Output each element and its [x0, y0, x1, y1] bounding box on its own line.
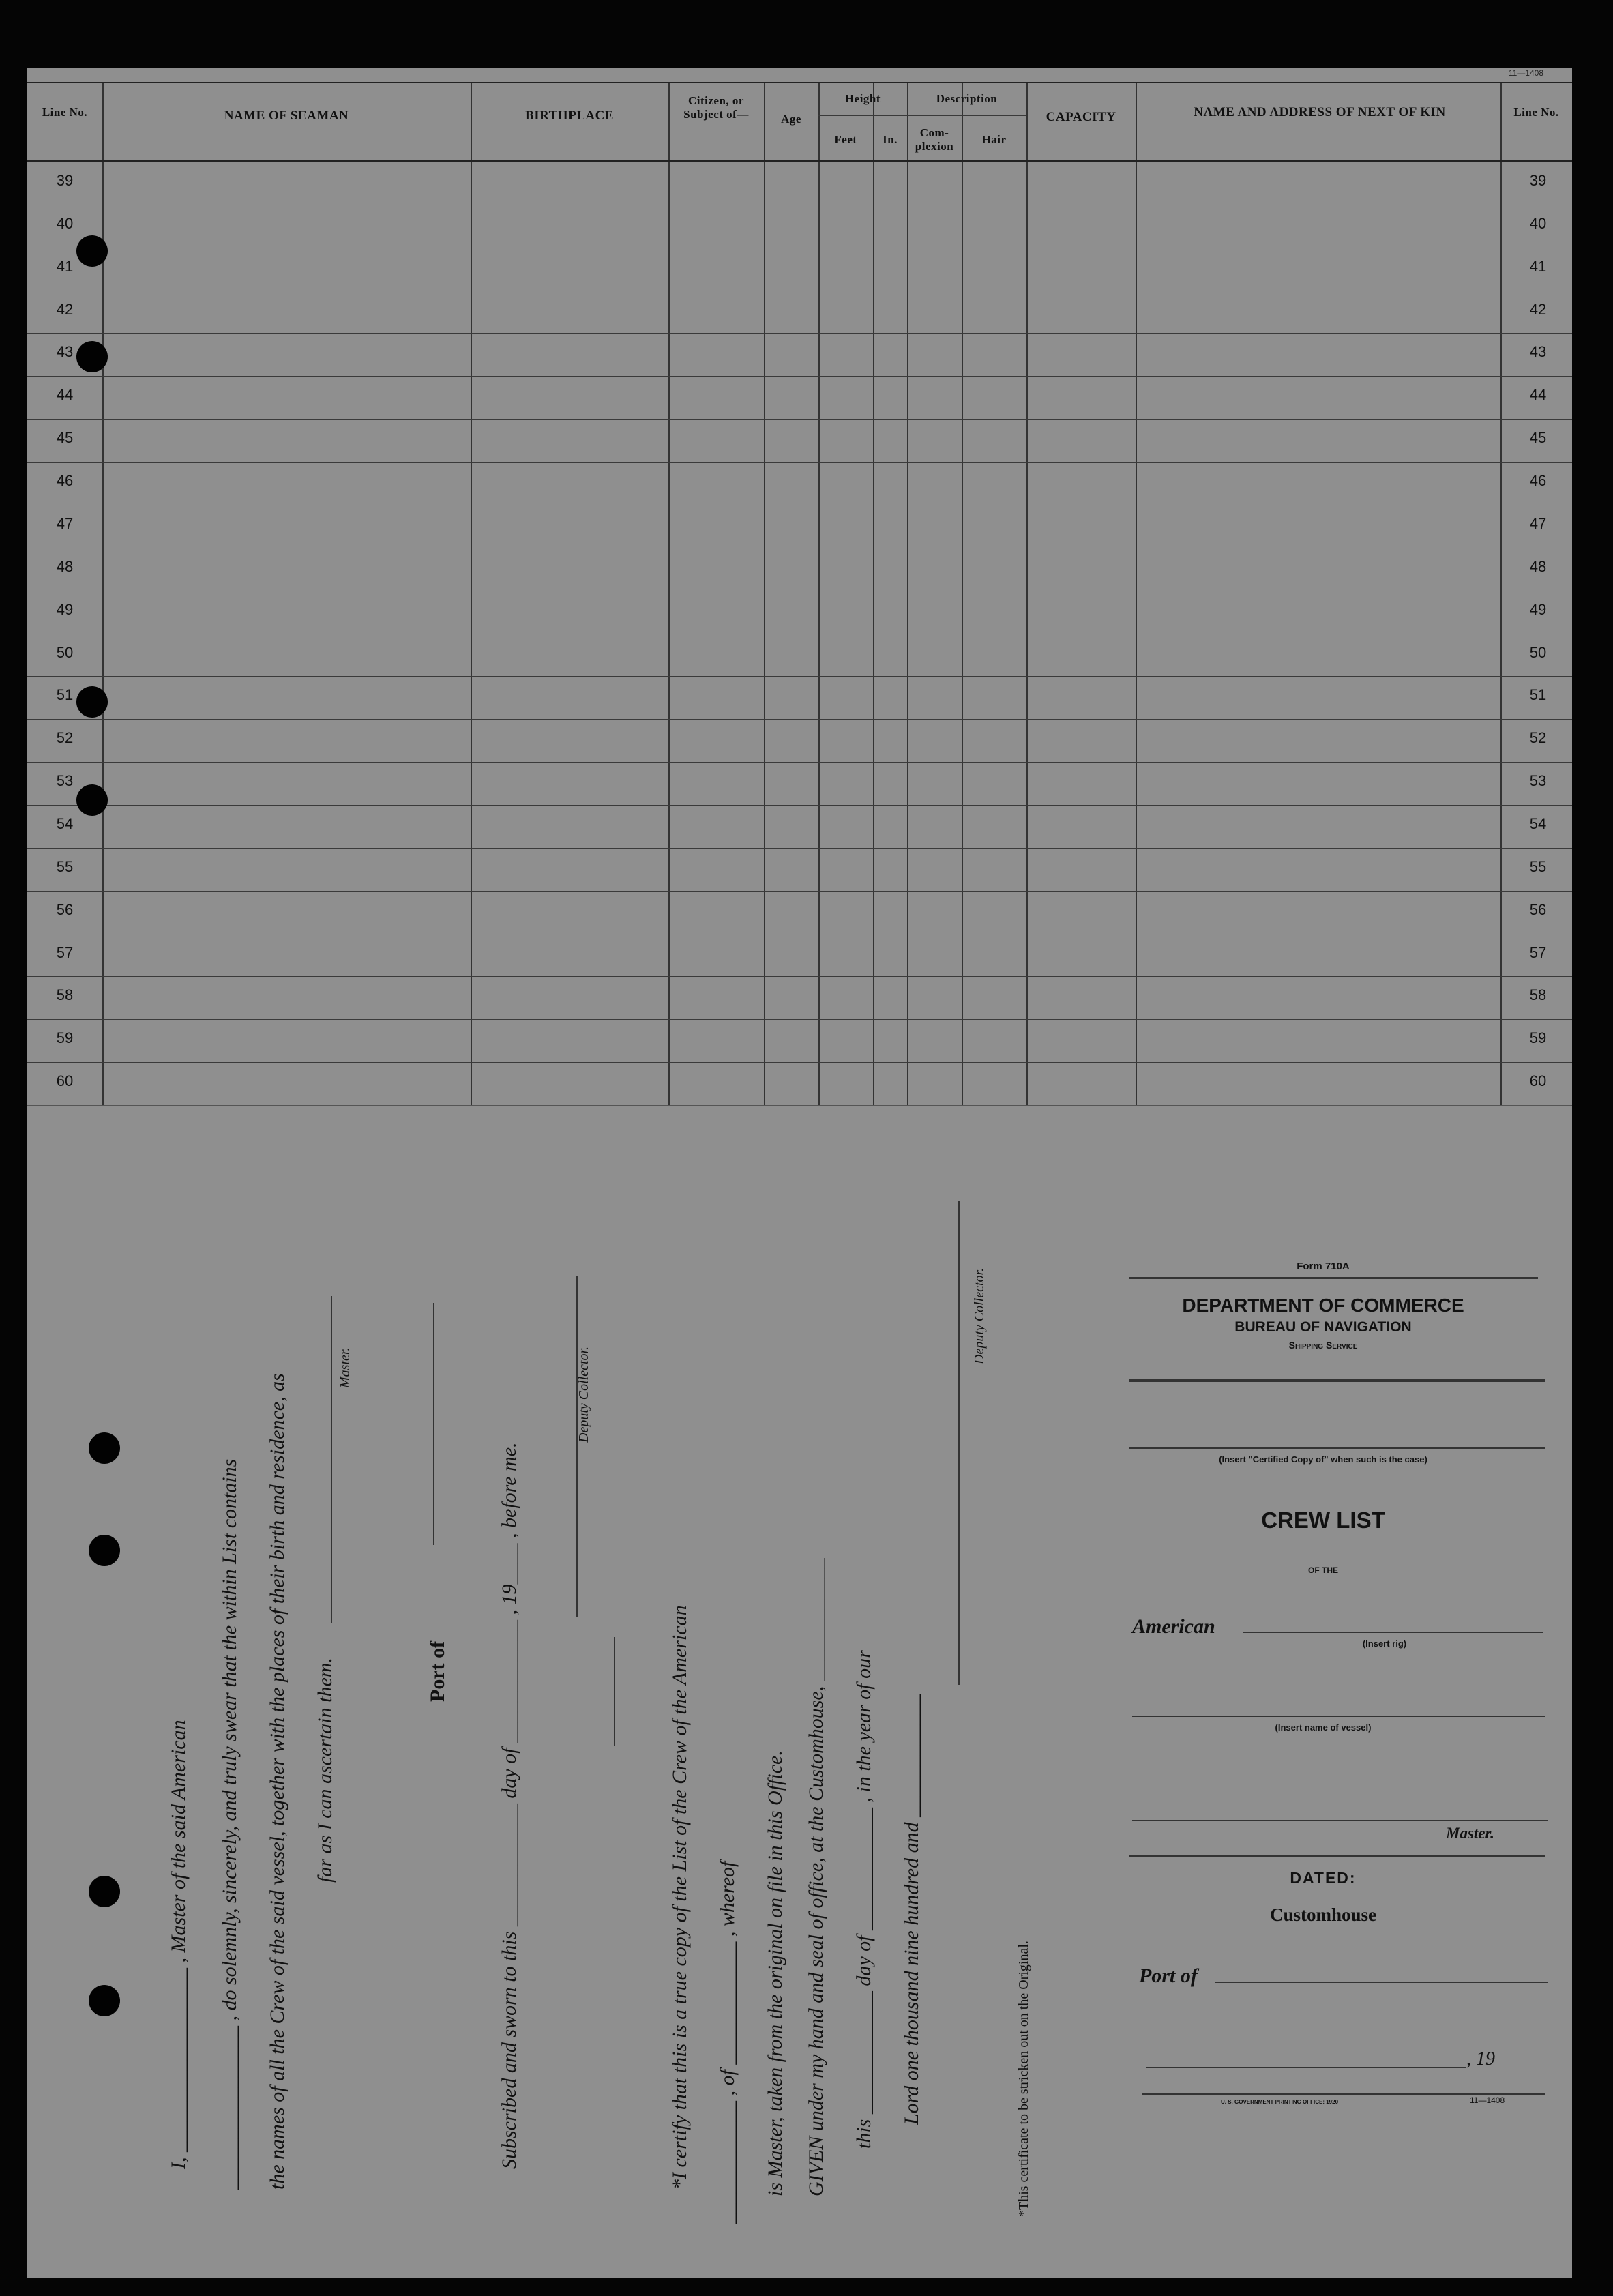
- oath-line-3: the names of all the Crew of the said vessel, together with the places of their birth and residence, as: [266, 1373, 288, 2190]
- row-number-left: 48: [56, 557, 74, 575]
- col-divider: [764, 82, 765, 1105]
- row-line: [27, 548, 1572, 549]
- header-feet: Feet: [834, 133, 857, 146]
- row-number-right: 48: [1529, 557, 1547, 575]
- row-number-left: 57: [56, 943, 74, 961]
- master-signature-line: [331, 1296, 332, 1623]
- header-birthplace: BIRTHPLACE: [525, 108, 614, 123]
- row-number-left: 56: [56, 900, 74, 918]
- row-number-left: 47: [56, 514, 74, 532]
- col-divider: [102, 82, 104, 1105]
- col-divider: [668, 82, 670, 1105]
- subheader-line: [818, 115, 1026, 116]
- row-line: [27, 934, 1572, 935]
- cover-title: CREW LIST: [1261, 1507, 1385, 1533]
- row-line: [27, 676, 1572, 677]
- row-line: [27, 462, 1572, 463]
- col-divider: [1500, 82, 1502, 1105]
- row-number-left: 41: [56, 257, 74, 275]
- rig-line: [1243, 1632, 1543, 1633]
- col-divider: [1136, 82, 1137, 1105]
- header-capacity: CAPACITY: [1046, 110, 1116, 124]
- cover-department: DEPARTMENT OF COMMERCE: [1182, 1295, 1464, 1316]
- subscribed-text: Subscribed and sworn to this ____________ day of ____________ , 19____ , before me.: [498, 1442, 520, 2169]
- port-of-line: [1215, 1982, 1548, 1983]
- cert-line-4: GIVEN under my hand and seal of office, at the Customhouse, ____________: [805, 1558, 827, 2196]
- row-number-right: 55: [1529, 857, 1547, 875]
- cover-year: , 19: [1466, 2048, 1495, 2070]
- row-number-left: 55: [56, 857, 74, 875]
- header-next-of-kin: NAME AND ADDRESS OF NEXT OF KIN: [1194, 105, 1446, 119]
- short-divider: [614, 1637, 615, 1746]
- cover-american: American: [1132, 1615, 1215, 1638]
- row-number-right: 46: [1529, 472, 1547, 490]
- header-line-no-right: Line No.: [1513, 106, 1559, 119]
- cover-insert-rig: (Insert rig): [1362, 1638, 1407, 1649]
- row-number-right: 43: [1529, 343, 1547, 361]
- punch-hole: [89, 1535, 120, 1566]
- header-name-of-seaman: NAME OF SEAMAN: [224, 108, 349, 123]
- row-number-right: 42: [1529, 300, 1547, 318]
- cover-rule-3: [1129, 1855, 1545, 1857]
- row-number-left: 45: [56, 429, 74, 447]
- row-line: [27, 205, 1572, 206]
- row-number-right: 60: [1529, 1072, 1547, 1090]
- row-number-right: 47: [1529, 514, 1547, 532]
- master-name-line: [1132, 1820, 1548, 1821]
- cover-of-the: OF THE: [1308, 1565, 1338, 1575]
- col-divider: [1026, 82, 1028, 1105]
- cover-rule-top: [1129, 1277, 1538, 1279]
- deputy-collector-label-2: Deputy Collector.: [972, 1267, 987, 1364]
- cert-line-5: this ____________ day of ____________ , in the year of our: [853, 1650, 875, 2149]
- deputy-signature-line-2: [958, 1201, 960, 1685]
- row-number-right: 45: [1529, 429, 1547, 447]
- row-number-left: 53: [56, 772, 74, 790]
- punch-hole: [76, 235, 108, 267]
- row-number-right: 39: [1529, 172, 1547, 189]
- row-number-right: 41: [1529, 257, 1547, 275]
- row-number-left: 44: [56, 386, 74, 404]
- cover-bureau: BUREAU OF NAVIGATION: [1234, 1319, 1412, 1335]
- row-number-right: 40: [1529, 214, 1547, 232]
- header-citizen: Citizen, or Subject of—: [683, 94, 749, 121]
- row-line: [27, 1062, 1572, 1063]
- cover-port-of: Port of: [1139, 1964, 1198, 1987]
- header-description: Description: [936, 92, 998, 105]
- row-line: [27, 419, 1572, 420]
- deputy-signature-line-1: [576, 1276, 578, 1617]
- col-divider: [907, 82, 908, 1105]
- row-number-left: 54: [56, 814, 74, 832]
- row-number-left: 50: [56, 643, 74, 661]
- oath-line-2: ________________ , do solemnly, sincerely, and truly swear that the within List contains: [218, 1458, 241, 2190]
- header-height: Height: [844, 92, 881, 105]
- row-number-left: 46: [56, 472, 74, 490]
- row-number-right: 54: [1529, 814, 1547, 832]
- row-number-left: 39: [56, 172, 74, 189]
- punch-hole: [76, 341, 108, 372]
- row-number-left: 52: [56, 729, 74, 747]
- oath-port-label: Port of: [426, 1640, 449, 1702]
- row-line: [27, 333, 1572, 334]
- header-top-line: [27, 82, 1572, 83]
- row-number-right: 44: [1529, 386, 1547, 404]
- row-number-left: 49: [56, 600, 74, 618]
- header-age: Age: [781, 113, 801, 126]
- row-number-right: 58: [1529, 986, 1547, 1004]
- port-line: [433, 1303, 434, 1545]
- row-line: [27, 848, 1572, 849]
- fold-line: [27, 1105, 1572, 1106]
- cover-form-number: Form 710A: [1297, 1261, 1350, 1272]
- row-number-right: 51: [1529, 686, 1547, 704]
- header-line-no: Line No.: [42, 106, 88, 119]
- row-number-right: 53: [1529, 772, 1547, 790]
- row-line: [27, 1019, 1572, 1020]
- row-line: [27, 376, 1572, 377]
- row-number-right: 52: [1529, 729, 1547, 747]
- punch-hole: [76, 686, 108, 718]
- oath-master-label: Master.: [338, 1347, 353, 1388]
- row-number-left: 51: [56, 686, 74, 704]
- row-line: [27, 719, 1572, 720]
- row-number-left: 58: [56, 986, 74, 1004]
- form-number-top: 11—1408: [1508, 68, 1543, 78]
- cover-service: Shipping Service: [1288, 1340, 1358, 1351]
- oath-line-4: far as I can ascertain them.: [314, 1658, 336, 1883]
- cover-form-no-bottom: 11—1408: [1470, 2095, 1505, 2105]
- row-line: [27, 762, 1572, 763]
- punch-hole: [89, 1876, 120, 1907]
- cover-rule-bottom: [1142, 2093, 1545, 2095]
- crew-list-sheet: [27, 68, 1572, 2278]
- crew-table: [27, 68, 1572, 1105]
- row-number-left: 43: [56, 343, 74, 361]
- header-hair: Hair: [981, 133, 1007, 146]
- row-number-left: 42: [56, 300, 74, 318]
- header-bottom-line: [27, 160, 1572, 162]
- row-number-right: 57: [1529, 943, 1547, 961]
- cover-insert-certified: (Insert "Certified Copy of" when such is the case): [1219, 1454, 1427, 1465]
- certificate-footnote: *This certificate to be stricken out on the Original.: [1016, 1941, 1031, 2217]
- row-line: [27, 976, 1572, 977]
- punch-hole: [89, 1432, 120, 1464]
- cert-line-3: is Master, taken from the original on file in this Office.: [764, 1750, 786, 2196]
- row-line: [27, 634, 1572, 635]
- row-line: [27, 805, 1572, 806]
- row-number-right: 50: [1529, 643, 1547, 661]
- row-line: [27, 891, 1572, 892]
- insert-certified-line: [1129, 1447, 1545, 1449]
- row-number-right: 56: [1529, 900, 1547, 918]
- col-divider: [818, 82, 820, 1105]
- header-inches: In.: [883, 133, 898, 146]
- cover-customhouse: Customhouse: [1269, 1904, 1377, 1925]
- cert-line-6: Lord one thousand nine hundred and ____________: [900, 1694, 923, 2125]
- cover-master: Master.: [1446, 1825, 1494, 1842]
- row-line: [27, 248, 1572, 249]
- vessel-name-line: [1132, 1716, 1545, 1717]
- col-divider: [471, 82, 472, 1105]
- col-divider: [962, 82, 963, 1105]
- header-complexion: Com- plexion: [915, 126, 954, 153]
- row-number-left: 60: [56, 1072, 74, 1090]
- oath-line-1: I, __________________ , Master of the said American: [167, 1720, 190, 2169]
- cover-rule-2: [1129, 1379, 1545, 1382]
- row-line: [27, 505, 1572, 506]
- date-line: [1146, 2067, 1466, 2068]
- row-line: [27, 291, 1572, 292]
- cover-dated: DATED:: [1290, 1869, 1357, 1887]
- row-number-left: 59: [56, 1029, 74, 1047]
- row-line: [27, 591, 1572, 592]
- punch-hole: [89, 1985, 120, 2016]
- cover-insert-vessel: (Insert name of vessel): [1275, 1722, 1372, 1733]
- cert-line-1: *I certify that this is a true copy of the List of the Crew of the American: [668, 1605, 691, 2190]
- cover-printing-office: U. S. GOVERNMENT PRINTING OFFICE: 1920: [1221, 2099, 1339, 2105]
- row-number-left: 40: [56, 214, 74, 232]
- punch-hole: [76, 784, 108, 816]
- col-divider: [873, 82, 874, 1105]
- deputy-collector-label-1: Deputy Collector.: [576, 1346, 591, 1443]
- row-number-right: 49: [1529, 600, 1547, 618]
- row-number-right: 59: [1529, 1029, 1547, 1047]
- cert-line-2: ____________ , of ____________ , whereof: [716, 1861, 739, 2224]
